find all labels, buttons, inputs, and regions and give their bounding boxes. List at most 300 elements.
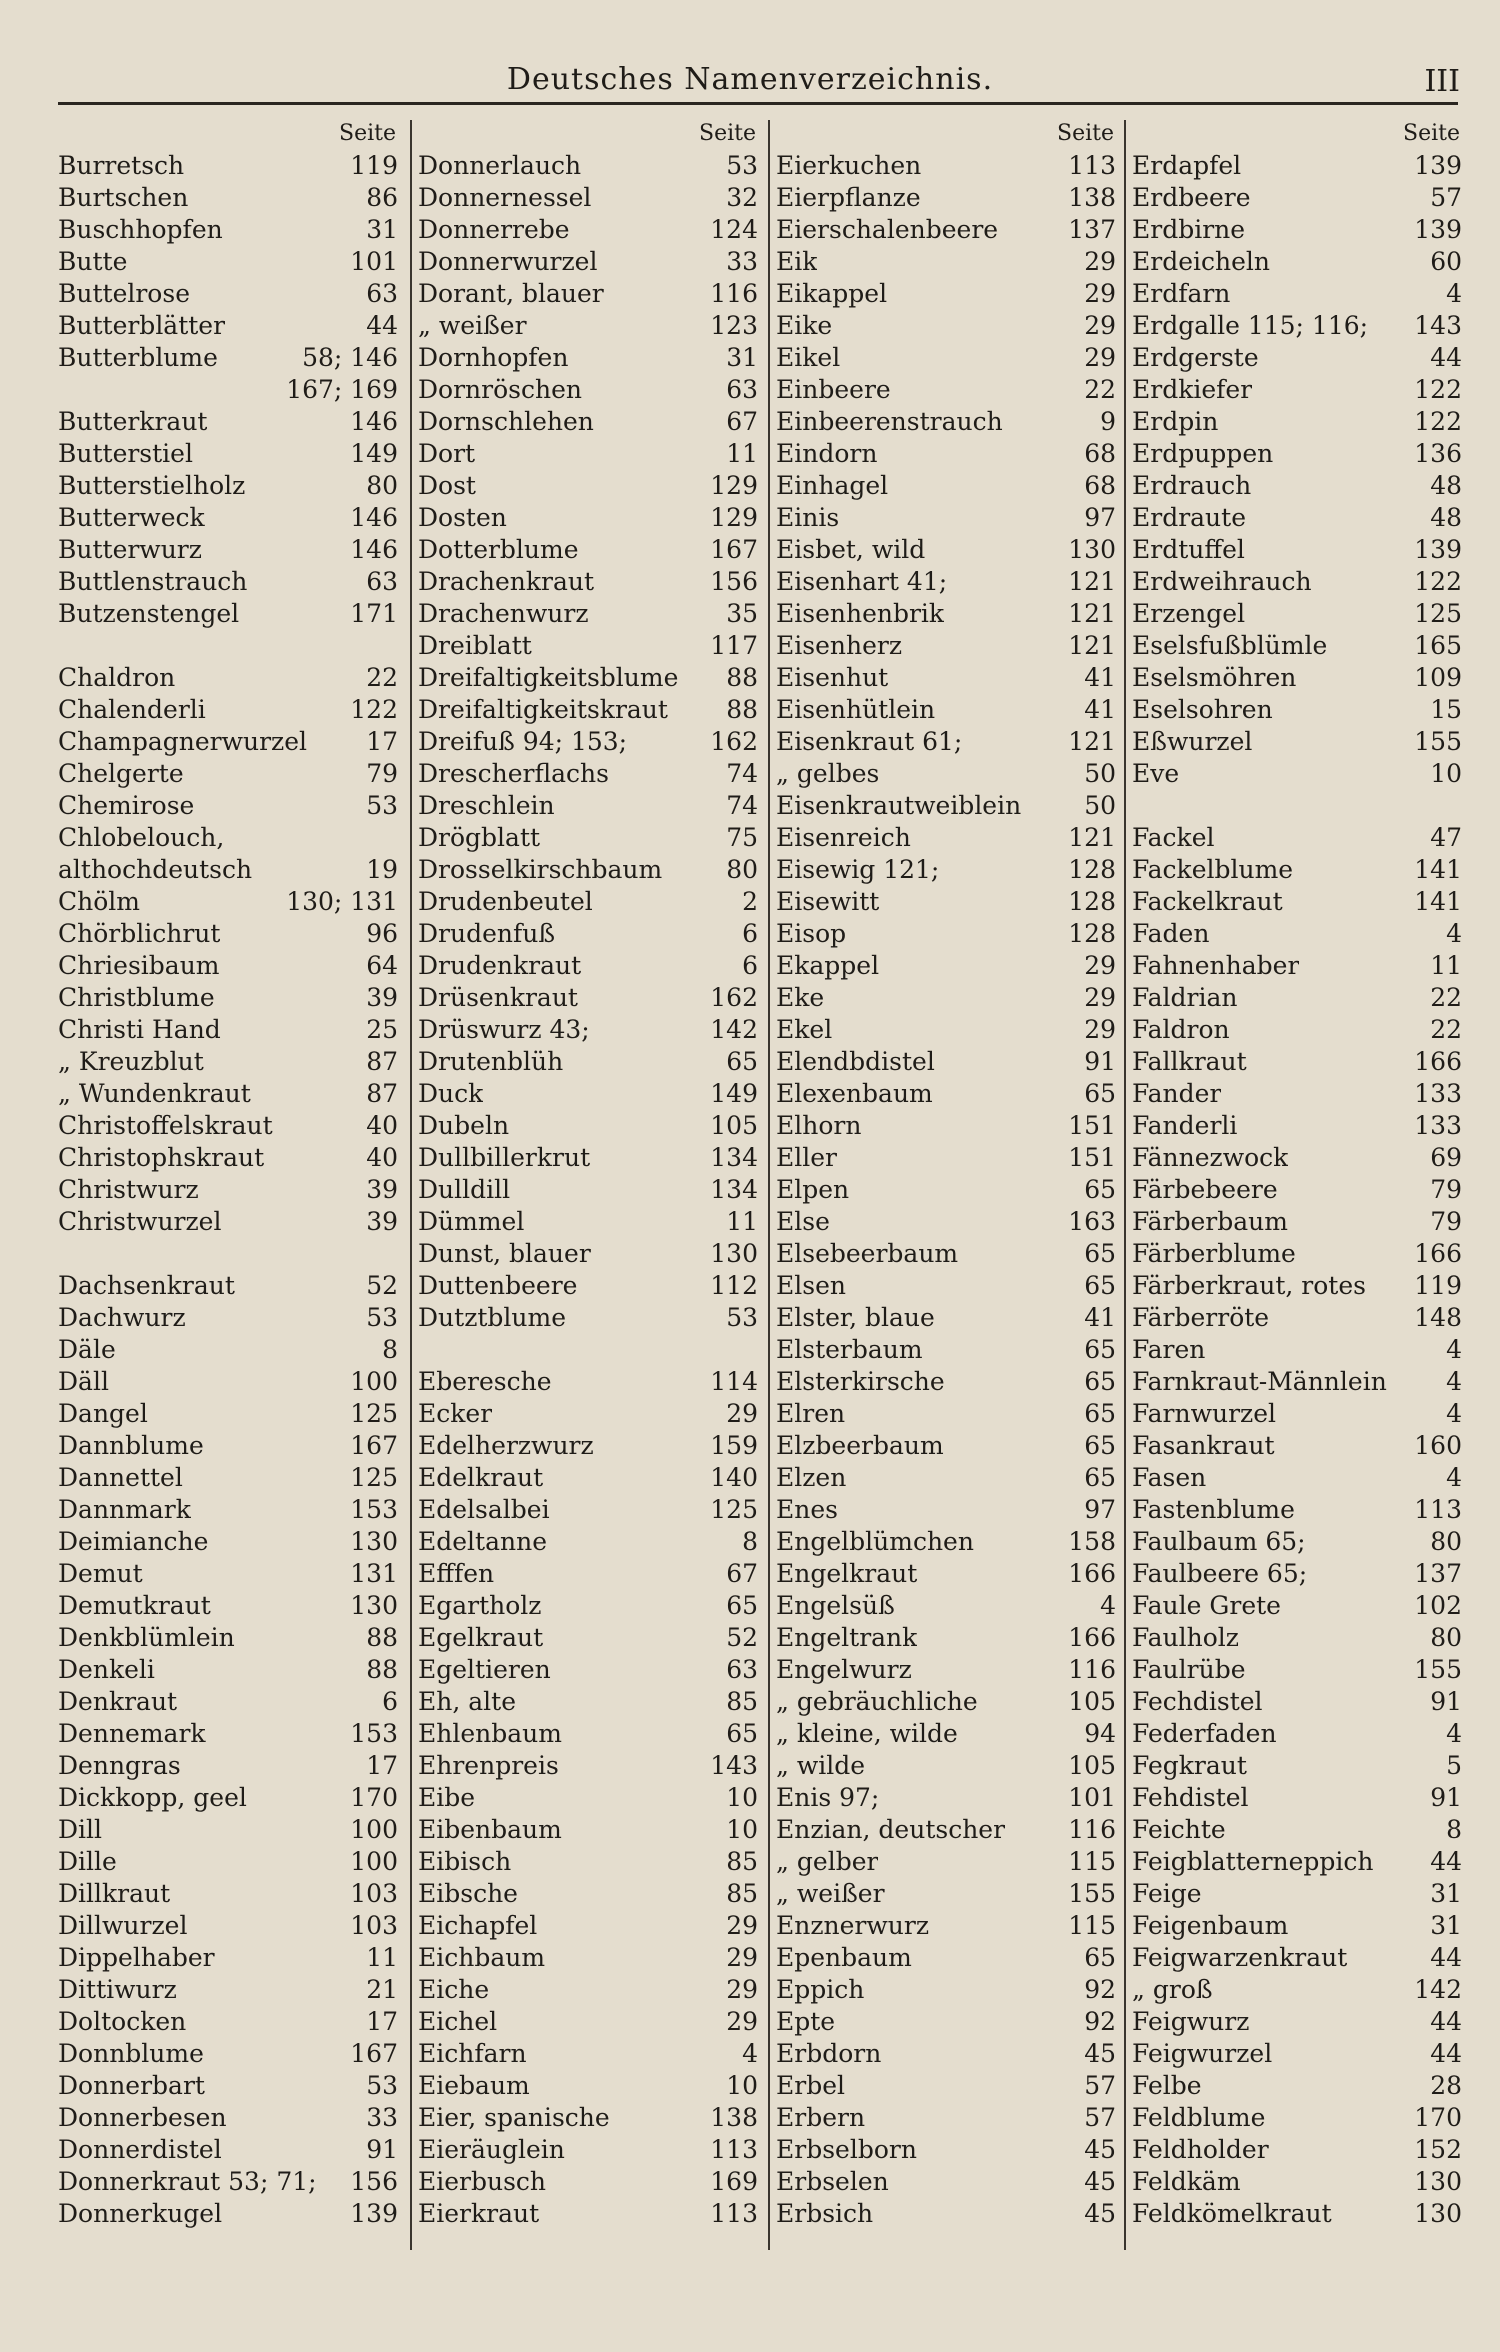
index-entry	[418, 1206, 758, 1238]
index-entry	[776, 1334, 1116, 1366]
index-entry	[1132, 630, 1462, 662]
entry-term: Dotterblume	[418, 535, 579, 564]
index-entry	[776, 2198, 1116, 2230]
index-entry	[58, 1558, 398, 1590]
index-entry	[1132, 1526, 1462, 1558]
index-entry	[58, 566, 398, 598]
entry-term: Feldholder	[1132, 2135, 1269, 2164]
entry-page: 97	[1084, 503, 1116, 532]
entry-term: Faden	[1132, 919, 1210, 948]
entry-page: 165	[1414, 631, 1462, 660]
entry-page: 50	[1084, 791, 1116, 820]
index-entry	[418, 918, 758, 950]
index-entry	[776, 1558, 1116, 1590]
entry-term: „ Wundenkraut	[58, 1079, 251, 1108]
column-heading: Seite	[1403, 121, 1460, 146]
entry-term: Eikel	[776, 343, 841, 372]
entry-page: 128	[1068, 855, 1116, 884]
entry-term: Elhorn	[776, 1111, 862, 1140]
entry-page: 153	[350, 1719, 398, 1748]
entry-page: 131	[350, 1559, 398, 1588]
entry-list	[1132, 150, 1462, 2230]
entry-term: Feldblume	[1132, 2103, 1266, 2132]
entry-term: Eichbaum	[418, 1943, 546, 1972]
entry-term: Eisewitt	[776, 887, 880, 916]
entry-term: Däle	[58, 1335, 116, 1364]
index-entry	[1132, 1782, 1462, 1814]
index-entry	[1132, 694, 1462, 726]
entry-term: Erbselen	[776, 2167, 889, 2196]
entry-page: 65	[726, 1591, 758, 1620]
index-entry	[418, 1046, 758, 1078]
entry-term: Dreschlein	[418, 791, 555, 820]
entry-term: „ groß	[1132, 1975, 1213, 2004]
entry-term: Fännezwock	[1132, 1143, 1289, 1172]
index-entry	[58, 1590, 398, 1622]
page-number: III	[1424, 64, 1460, 99]
entry-page: 41	[1084, 695, 1116, 724]
entry-term: Felbe	[1132, 2071, 1202, 2100]
entry-page: 29	[726, 1975, 758, 2004]
entry-term: Butte	[58, 247, 128, 276]
index-entry	[776, 1046, 1116, 1078]
index-entry	[418, 1814, 758, 1846]
entry-term: Elzen	[776, 1463, 847, 1492]
entry-term: Efffen	[418, 1559, 495, 1588]
entry-term: Elzbeerbaum	[776, 1431, 944, 1460]
entry-term: Fackelblume	[1132, 855, 1294, 884]
entry-term: Deimianche	[58, 1527, 209, 1556]
entry-page: 39	[366, 1207, 398, 1236]
index-entry	[58, 1846, 398, 1878]
entry-term: Einbeere	[776, 375, 891, 404]
entry-page: 80	[1430, 1527, 1462, 1556]
entry-term: „ wilde	[776, 1751, 866, 1780]
index-entry	[1132, 1974, 1462, 2006]
entry-page: 129	[710, 503, 758, 532]
entry-term: Erdweihrauch	[1132, 567, 1312, 596]
index-entry	[776, 2038, 1116, 2070]
index-entry	[776, 1142, 1116, 1174]
index-entry	[1132, 2038, 1462, 2070]
entry-term: Donnerrebe	[418, 215, 570, 244]
entry-term: Eichfarn	[418, 2039, 527, 2068]
index-entry	[776, 1174, 1116, 1206]
index-entry	[1132, 1270, 1462, 1302]
entry-page: 88	[726, 695, 758, 724]
entry-term: Eberesche	[418, 1367, 552, 1396]
entry-page: 65	[1084, 1367, 1116, 1396]
index-entry	[1132, 1590, 1462, 1622]
entry-page: 8	[382, 1335, 398, 1364]
entry-page: 158	[1068, 1527, 1116, 1556]
entry-page: 22	[366, 663, 398, 692]
entry-term: „ gelber	[776, 1847, 879, 1876]
index-entry	[58, 470, 398, 502]
index-entry	[1132, 1910, 1462, 1942]
index-entry	[58, 1942, 398, 1974]
entry-term: Butterweck	[58, 503, 205, 532]
entry-term: Eieräuglein	[418, 2135, 565, 2164]
index-entry	[418, 1654, 758, 1686]
entry-page: 21	[366, 1975, 398, 2004]
index-entry	[1132, 278, 1462, 310]
entry-page: 170	[350, 1783, 398, 1812]
entry-term: Faldrian	[1132, 983, 1238, 1012]
entry-page: 4	[1100, 1591, 1116, 1620]
entry-page: 74	[726, 759, 758, 788]
entry-page: 86	[366, 183, 398, 212]
index-entry	[58, 310, 398, 342]
index-entry	[1132, 214, 1462, 246]
entry-term: Eikappel	[776, 279, 888, 308]
index-entry	[776, 726, 1116, 758]
index-entry	[776, 1430, 1116, 1462]
entry-page: 85	[726, 1687, 758, 1716]
entry-term: Chaldron	[58, 663, 176, 692]
index-entry	[776, 470, 1116, 502]
entry-page: 169	[710, 2167, 758, 2196]
index-entry	[418, 342, 758, 374]
entry-page: 130	[350, 1591, 398, 1620]
entry-page: 4	[1446, 1399, 1462, 1428]
entry-term: Burretsch	[58, 151, 185, 180]
index-entry	[58, 1654, 398, 1686]
entry-page: 9	[1100, 407, 1116, 436]
entry-term: Faulrübe	[1132, 1655, 1246, 1684]
index-entry	[418, 2102, 758, 2134]
index-entry	[58, 854, 398, 886]
entry-term: Färberblume	[1132, 1239, 1296, 1268]
entry-page: 40	[366, 1111, 398, 1140]
index-entry	[1132, 534, 1462, 566]
index-entry	[776, 374, 1116, 406]
entry-term: Drachenkraut	[418, 567, 595, 596]
entry-term: Eiche	[418, 1975, 490, 2004]
index-entry	[418, 1558, 758, 1590]
entry-page: 45	[1084, 2039, 1116, 2068]
index-entry	[58, 1814, 398, 1846]
entry-term: Eierkraut	[418, 2199, 540, 2228]
entry-term: Eierkuchen	[776, 151, 922, 180]
entry-term: Eichapfel	[418, 1911, 538, 1940]
entry-page: 28	[1430, 2071, 1462, 2100]
entry-page: 4	[742, 2039, 758, 2068]
index-entry	[58, 758, 398, 790]
entry-term: Dreiblatt	[418, 631, 532, 660]
index-entry	[418, 406, 758, 438]
index-entry	[1132, 1942, 1462, 1974]
index-entry	[418, 886, 758, 918]
entry-term: Dulldill	[418, 1175, 511, 1204]
index-entry	[1132, 2102, 1462, 2134]
entry-page: 64	[366, 951, 398, 980]
index-entry	[1132, 470, 1462, 502]
entry-term: Dreifaltigkeitsblume	[418, 663, 679, 692]
index-entry	[58, 406, 398, 438]
entry-term: Edelherzwurz	[418, 1431, 594, 1460]
entry-page: 4	[1446, 1719, 1462, 1748]
entry-term: Edelsalbei	[418, 1495, 550, 1524]
index-entry	[1132, 886, 1462, 918]
entry-term: Eisbet, wild	[776, 535, 926, 564]
entry-page: 151	[1068, 1111, 1116, 1140]
index-column-4	[1132, 118, 1462, 2230]
entry-term: Dubeln	[418, 1111, 510, 1140]
index-entry	[776, 1878, 1116, 1910]
entry-page: 149	[710, 1079, 758, 1108]
entry-page: 141	[1414, 887, 1462, 916]
column-heading: Seite	[699, 121, 756, 146]
entry-term: Eierschalenbeere	[776, 215, 999, 244]
entry-term: Erdtuffel	[1132, 535, 1245, 564]
entry-page: 141	[1414, 855, 1462, 884]
index-column-2	[418, 118, 758, 2230]
entry-term: Eier, spanische	[418, 2103, 610, 2132]
index-entry	[418, 310, 758, 342]
index-entry	[776, 1398, 1116, 1430]
index-entry	[418, 2070, 758, 2102]
entry-term: Erdgalle 115; 116;	[1132, 311, 1369, 340]
entry-term: Dosten	[418, 503, 507, 532]
entry-term: Dannmark	[58, 1495, 191, 1524]
entry-term: Edeltanne	[418, 1527, 547, 1556]
entry-term: Drögblatt	[418, 823, 541, 852]
index-entry	[1132, 1654, 1462, 1686]
index-column-3	[776, 118, 1116, 2230]
entry-term: „ Kreuzblut	[58, 1047, 204, 1076]
entry-term: Erdpin	[1132, 407, 1219, 436]
index-entry	[58, 918, 398, 950]
index-entry	[58, 214, 398, 246]
entry-term: Eisenreich	[776, 823, 911, 852]
entry-term: Else	[776, 1207, 830, 1236]
index-entry	[58, 790, 398, 822]
index-entry	[1132, 1814, 1462, 1846]
entry-page: 29	[726, 1399, 758, 1428]
entry-term: Burtschen	[58, 183, 189, 212]
entry-page: 65	[1084, 1943, 1116, 1972]
entry-page: 139	[350, 2199, 398, 2228]
entry-page: 11	[1430, 951, 1462, 980]
entry-page: 125	[710, 1495, 758, 1524]
index-entry	[418, 2134, 758, 2166]
index-entry	[58, 150, 398, 182]
entry-page: 47	[1430, 823, 1462, 852]
entry-term: Denkblümlein	[58, 1623, 235, 1652]
index-entry	[58, 1718, 398, 1750]
entry-term: Dullbillerkrut	[418, 1143, 591, 1172]
entry-page: 114	[710, 1367, 758, 1396]
entry-page: 58; 146	[302, 343, 398, 372]
entry-term: Drüswurz 43;	[418, 1015, 590, 1044]
entry-page: 87	[366, 1079, 398, 1108]
index-entry	[1132, 438, 1462, 470]
index-entry	[58, 2102, 398, 2134]
entry-list	[776, 150, 1116, 2230]
entry-page: 148	[1414, 1303, 1462, 1332]
index-entry	[1132, 150, 1462, 182]
entry-term: Dachwurz	[58, 1303, 186, 1332]
index-entry	[418, 502, 758, 534]
entry-page: 65	[1084, 1239, 1116, 1268]
entry-term: Feigwarzenkraut	[1132, 1943, 1348, 1972]
entry-term: Dennemark	[58, 1719, 206, 1748]
entry-page: 113	[710, 2135, 758, 2164]
entry-term: Butterkraut	[58, 407, 208, 436]
entry-page: 63	[726, 375, 758, 404]
entry-page: 123	[710, 311, 758, 340]
entry-term: Eiebaum	[418, 2071, 530, 2100]
entry-page: 53	[366, 2071, 398, 2100]
index-entry	[58, 438, 398, 470]
index-entry	[776, 662, 1116, 694]
entry-term: Buttlenstrauch	[58, 567, 248, 596]
entry-page: 125	[1414, 599, 1462, 628]
entry-term: Donnerbart	[58, 2071, 205, 2100]
entry-term: Dümmel	[418, 1207, 525, 1236]
entry-page: 103	[350, 1879, 398, 1908]
entry-term: Chemirose	[58, 791, 195, 820]
entry-term: Eichel	[418, 2007, 498, 2036]
entry-page: 33	[726, 247, 758, 276]
entry-term: Enznerwurz	[776, 1911, 929, 1940]
entry-term: Butzenstengel	[58, 599, 240, 628]
index-entry	[776, 950, 1116, 982]
entry-page: 80	[366, 471, 398, 500]
entry-page: 29	[1084, 279, 1116, 308]
entry-term: Feige	[1132, 1879, 1202, 1908]
entry-page: 41	[1084, 1303, 1116, 1332]
entry-page: 100	[350, 1815, 398, 1844]
entry-term: Eisenherz	[776, 631, 902, 660]
entry-page: 44	[1430, 1943, 1462, 1972]
index-entry	[418, 982, 758, 1014]
entry-page: 63	[366, 279, 398, 308]
entry-page: 65	[726, 1719, 758, 1748]
entry-page: 125	[350, 1399, 398, 1428]
entry-page: 60	[1430, 247, 1462, 276]
index-entry	[776, 1846, 1116, 1878]
entry-page: 29	[1084, 951, 1116, 980]
entry-page: 4	[1446, 1367, 1462, 1396]
entry-page: 11	[366, 1943, 398, 1972]
entry-term: Eibsche	[418, 1879, 518, 1908]
entry-page: 32	[726, 183, 758, 212]
entry-page: 171	[350, 599, 398, 628]
entry-page: 4	[1446, 919, 1462, 948]
index-entry	[1132, 2198, 1462, 2230]
entry-page: 163	[1068, 1207, 1116, 1236]
index-entry	[58, 278, 398, 310]
entry-list	[418, 150, 758, 2230]
entry-term: Dornhopfen	[418, 343, 569, 372]
entry-term: Engeltrank	[776, 1623, 918, 1652]
entry-term: „ gelbes	[776, 759, 880, 788]
entry-term: Christoffelskraut	[58, 1111, 273, 1140]
index-entry	[776, 1782, 1116, 1814]
entry-term: Dill	[58, 1815, 103, 1844]
entry-term: Eve	[1132, 759, 1180, 788]
index-entry	[418, 1526, 758, 1558]
column-heading: Seite	[339, 121, 396, 146]
entry-page: 115	[1068, 1911, 1116, 1940]
index-entry	[418, 2166, 758, 2198]
entry-page: 125	[350, 1463, 398, 1492]
index-entry	[58, 950, 398, 982]
entry-page: 79	[1430, 1175, 1462, 1204]
index-entry	[1132, 310, 1462, 342]
entry-term: Dippelhaber	[58, 1943, 215, 1972]
index-entry	[776, 214, 1116, 246]
entry-page: 139	[1414, 215, 1462, 244]
entry-term: Egartholz	[418, 1591, 542, 1620]
column-divider	[410, 120, 412, 2250]
index-entry	[418, 1942, 758, 1974]
entry-page: 17	[366, 1751, 398, 1780]
entry-page: 31	[726, 343, 758, 372]
index-entry	[418, 1142, 758, 1174]
entry-page: 109	[1414, 663, 1462, 692]
entry-term: Doltocken	[58, 2007, 187, 2036]
entry-page: 140	[710, 1463, 758, 1492]
entry-page: 116	[1068, 1815, 1116, 1844]
entry-page: 10	[726, 1783, 758, 1812]
entry-term: althochdeutsch	[58, 855, 253, 884]
entry-term: Elsterbaum	[776, 1335, 923, 1364]
entry-term: Drudenkraut	[418, 951, 582, 980]
entry-page: 167	[710, 535, 758, 564]
entry-term: Butterstielholz	[58, 471, 246, 500]
index-entry	[776, 502, 1116, 534]
entry-term: Donnerdistel	[58, 2135, 222, 2164]
index-entry	[418, 1366, 758, 1398]
entry-page: 130	[710, 1239, 758, 1268]
entry-page: 102	[1414, 1591, 1462, 1620]
entry-page: 63	[726, 1655, 758, 1684]
index-entry	[58, 1398, 398, 1430]
index-entry	[776, 1366, 1116, 1398]
index-entry	[1132, 598, 1462, 630]
entry-term: Faulbaum 65;	[1132, 1527, 1306, 1556]
entry-page: 44	[1430, 2007, 1462, 2036]
index-entry	[418, 1302, 758, 1334]
index-entry	[58, 1046, 398, 1078]
entry-term: Drudenbeutel	[418, 887, 593, 916]
index-entry	[58, 1174, 398, 1206]
entry-page: 167	[350, 1431, 398, 1460]
entry-page: 134	[710, 1175, 758, 1204]
index-entry	[58, 1462, 398, 1494]
index-column-1	[58, 118, 398, 2230]
entry-page: 10	[726, 2071, 758, 2100]
entry-page: 4	[1446, 1463, 1462, 1492]
index-entry	[58, 246, 398, 278]
index-entry	[776, 278, 1116, 310]
index-entry	[1132, 1750, 1462, 1782]
entry-term: Chalenderli	[58, 695, 206, 724]
entry-term: Erbel	[776, 2071, 845, 2100]
entry-page: 166	[1414, 1047, 1462, 1076]
entry-page: 137	[1414, 1559, 1462, 1588]
entry-term: Feigwurz	[1132, 2007, 1250, 2036]
entry-page: 139	[1414, 535, 1462, 564]
entry-term: Elpen	[776, 1175, 850, 1204]
index-entry	[1132, 2134, 1462, 2166]
entry-page: 6	[742, 919, 758, 948]
entry-page: 53	[726, 1303, 758, 1332]
index-entry	[776, 1654, 1116, 1686]
